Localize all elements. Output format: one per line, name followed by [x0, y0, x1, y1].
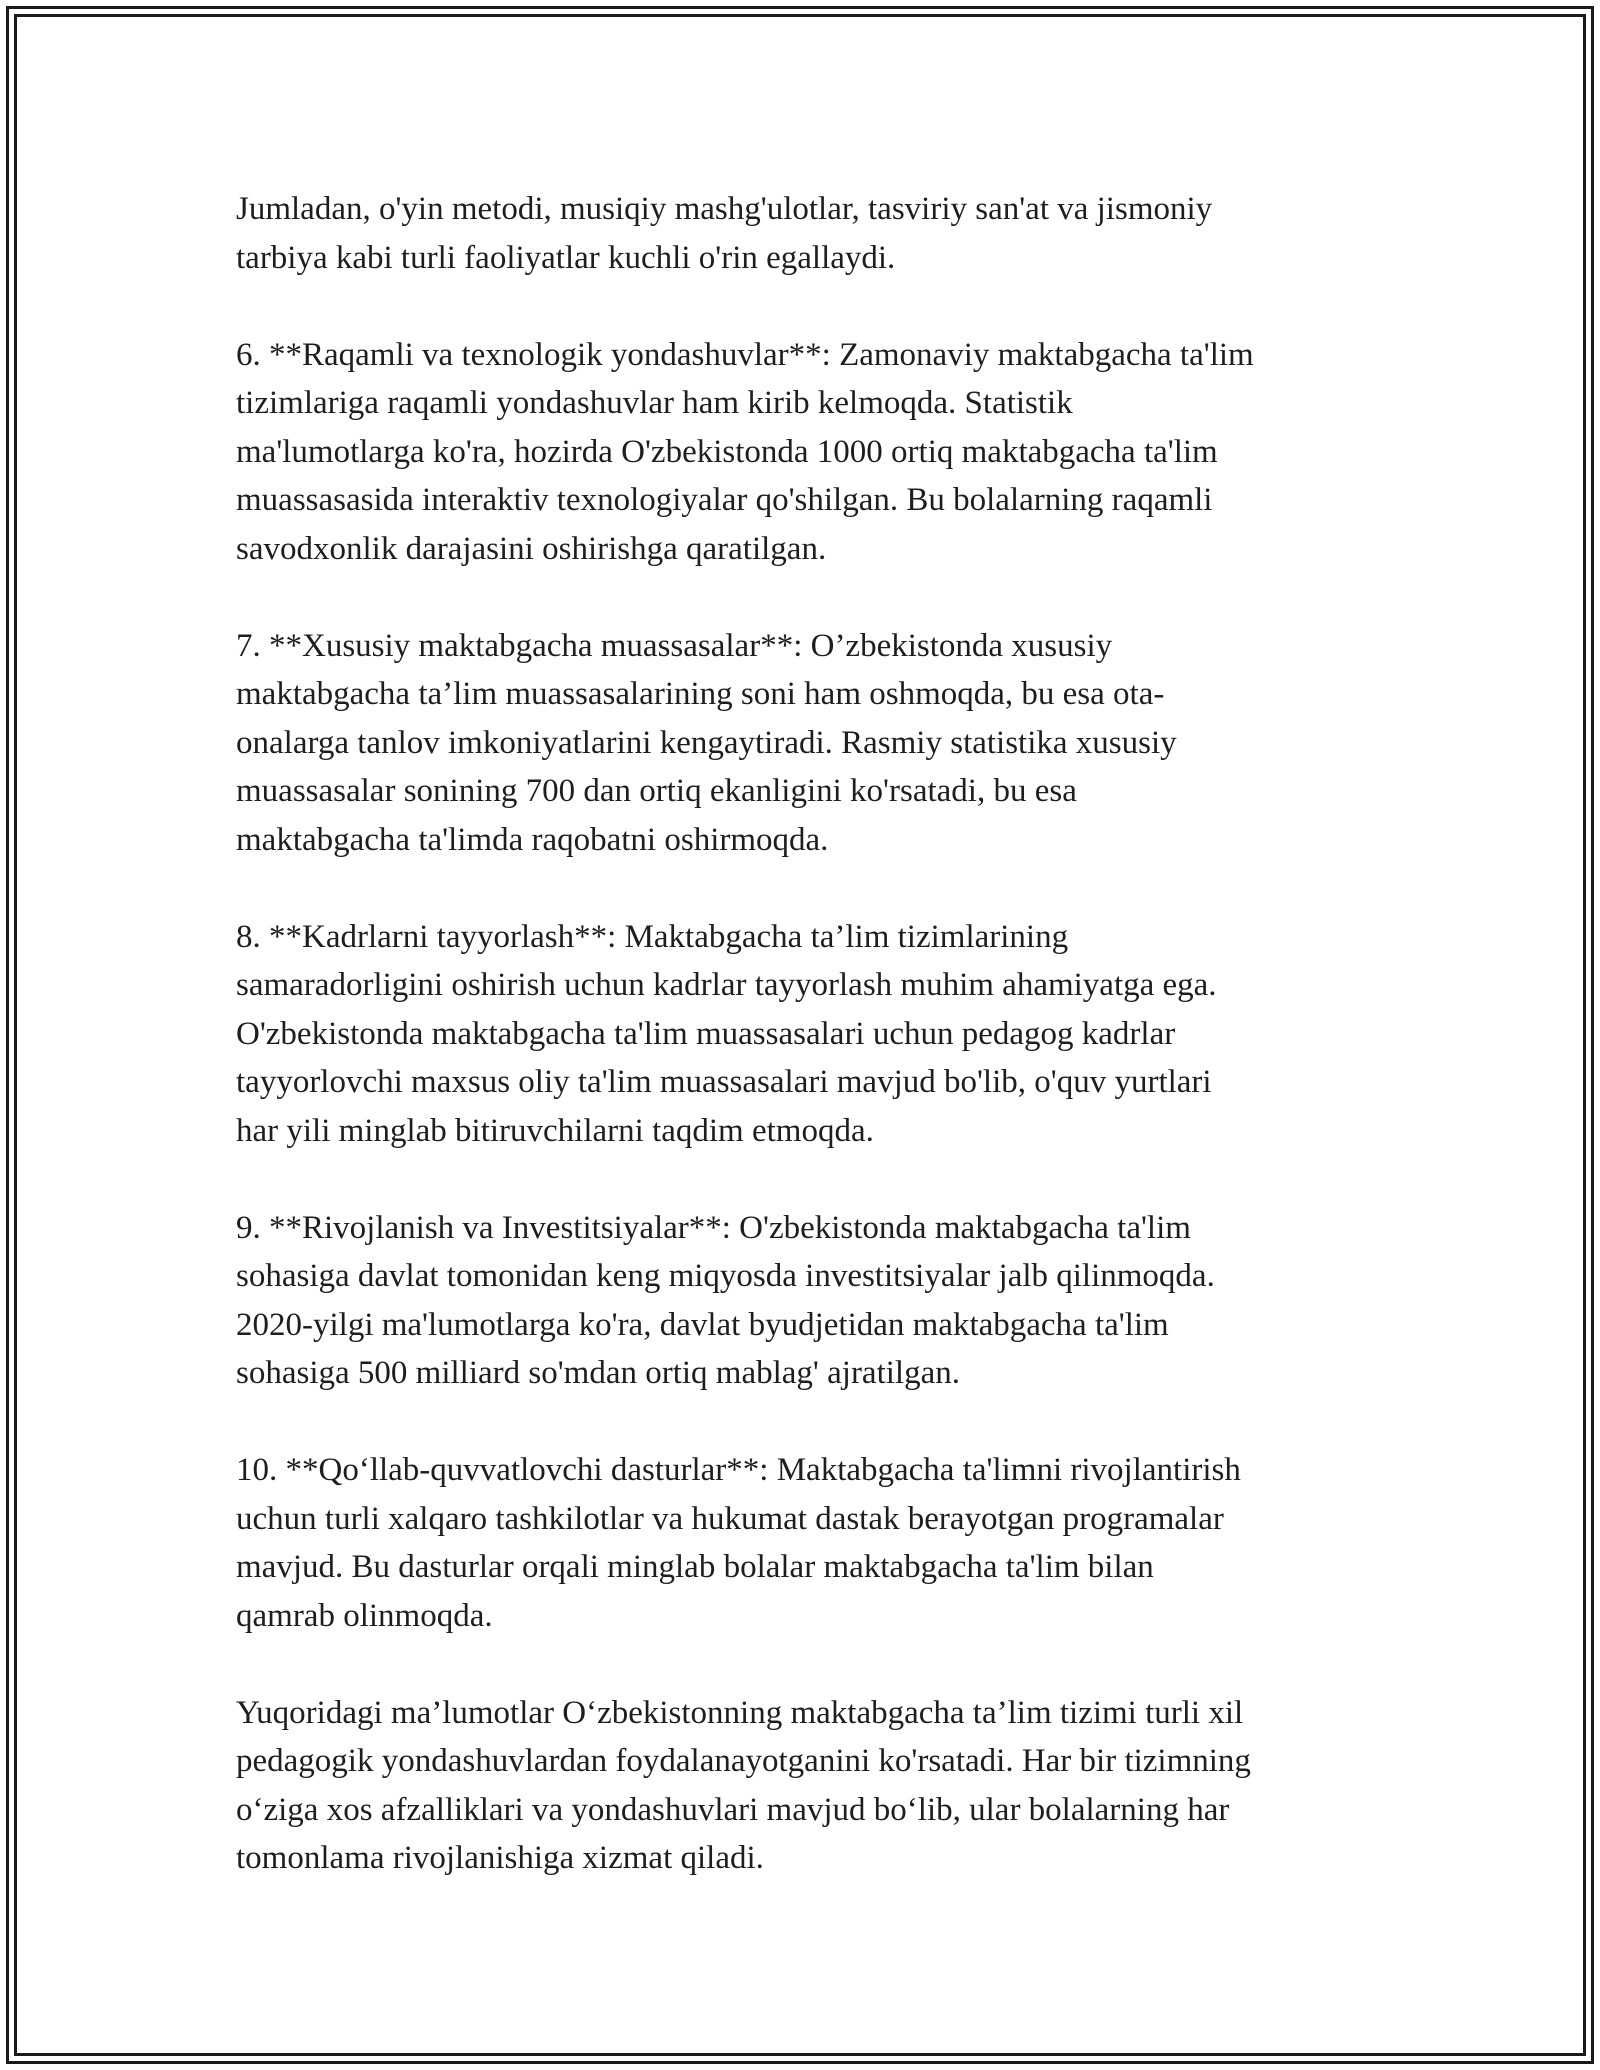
paragraph-conclusion: Yuqoridagi ma’lumotlar O‘zbekistonning maktabgacha ta’lim tizimi turli xil pedagogik yondashuvlardan foydalanayotganini ko'rsatadi. Har bir tizimning o‘ziga xos afzalliklari va yondashuvlari mavjud bo‘lib, ular bolalarning har tomonlama rivojlanishiga xizmat qiladi.	[236, 1694, 1251, 1876]
paragraph-item-9: 9. **Rivojlanish va Investitsiyalar**: O'zbekistonda maktabgacha ta'lim sohasiga davlat tomonidan keng miqyosda investitsiyalar jalb qilinmoqda. 2020-yilgi ma'lumotlarga ko'ra, davlat byudjetidan maktabgacha ta'lim sohasiga 500 milliard so'mdan ortiq mablag' ajratilgan.	[236, 1209, 1215, 1391]
paragraph-item-6: 6. **Raqamli va texnologik yondashuvlar**: Zamonaviy maktabgacha ta'lim tizimlariga raqamli yondashuvlar ham kirib kelmoqda. Statistik ma'lumotlarga ko'ra, hozirda O'zbekistonda 1000 ortiq maktabgacha ta'lim muassasasida interaktiv texnologiyalar qo'shilgan. Bu bolalarning raqamli savodxonlik darajasini oshirishga qaratilgan.	[236, 336, 1254, 567]
paragraph-item-8: 8. **Kadrlarni tayyorlash**: Maktabgacha ta’lim tizimlarining samaradorligini oshirish uchun kadrlar tayyorlash muhim ahamiyatga ega. O'zbekistonda maktabgacha ta'lim muassasalari uchun pedagog kadrlar tayyorlovchi maxsus oliy ta'lim muassasalari mavjud bo'lib, o'quv yurtlari har yili minglab bitiruvchilarni taqdim etmoqda.	[236, 918, 1217, 1149]
paragraph-item-7: 7. **Xususiy maktabgacha muassasalar**: O’zbekistonda xususiy maktabgacha ta’lim muassasalarining soni ham oshmoqda, bu esa ota- onalarga tanlov imkoniyatlarini kengaytiradi. Rasmiy statistika xususiy muassasalar sonining 700 dan ortiq ekanligini ko'rsatadi, bu esa maktabgacha ta'limda raqobatni oshirmoqda.	[236, 627, 1177, 858]
paragraph-item-10: 10. **Qo‘llab-quvvatlovchi dasturlar**: Maktabgacha ta'limni rivojlantirish uchun turli xalqaro tashkilotlar va hukumat dastak berayotgan programalar mavjud. Bu dasturlar orqali minglab bolalar maktabgacha ta'lim bilan qamrab olinmoqda.	[236, 1452, 1241, 1634]
paragraph-intro: Jumladan, o'yin metodi, musiqiy mashg'ulotlar, tasviriy san'at va jismoniy tarbiya kabi turli faoliyatlar kuchli o'rin egallaydi.	[236, 191, 1213, 276]
document-body	[236, 185, 1386, 1931]
